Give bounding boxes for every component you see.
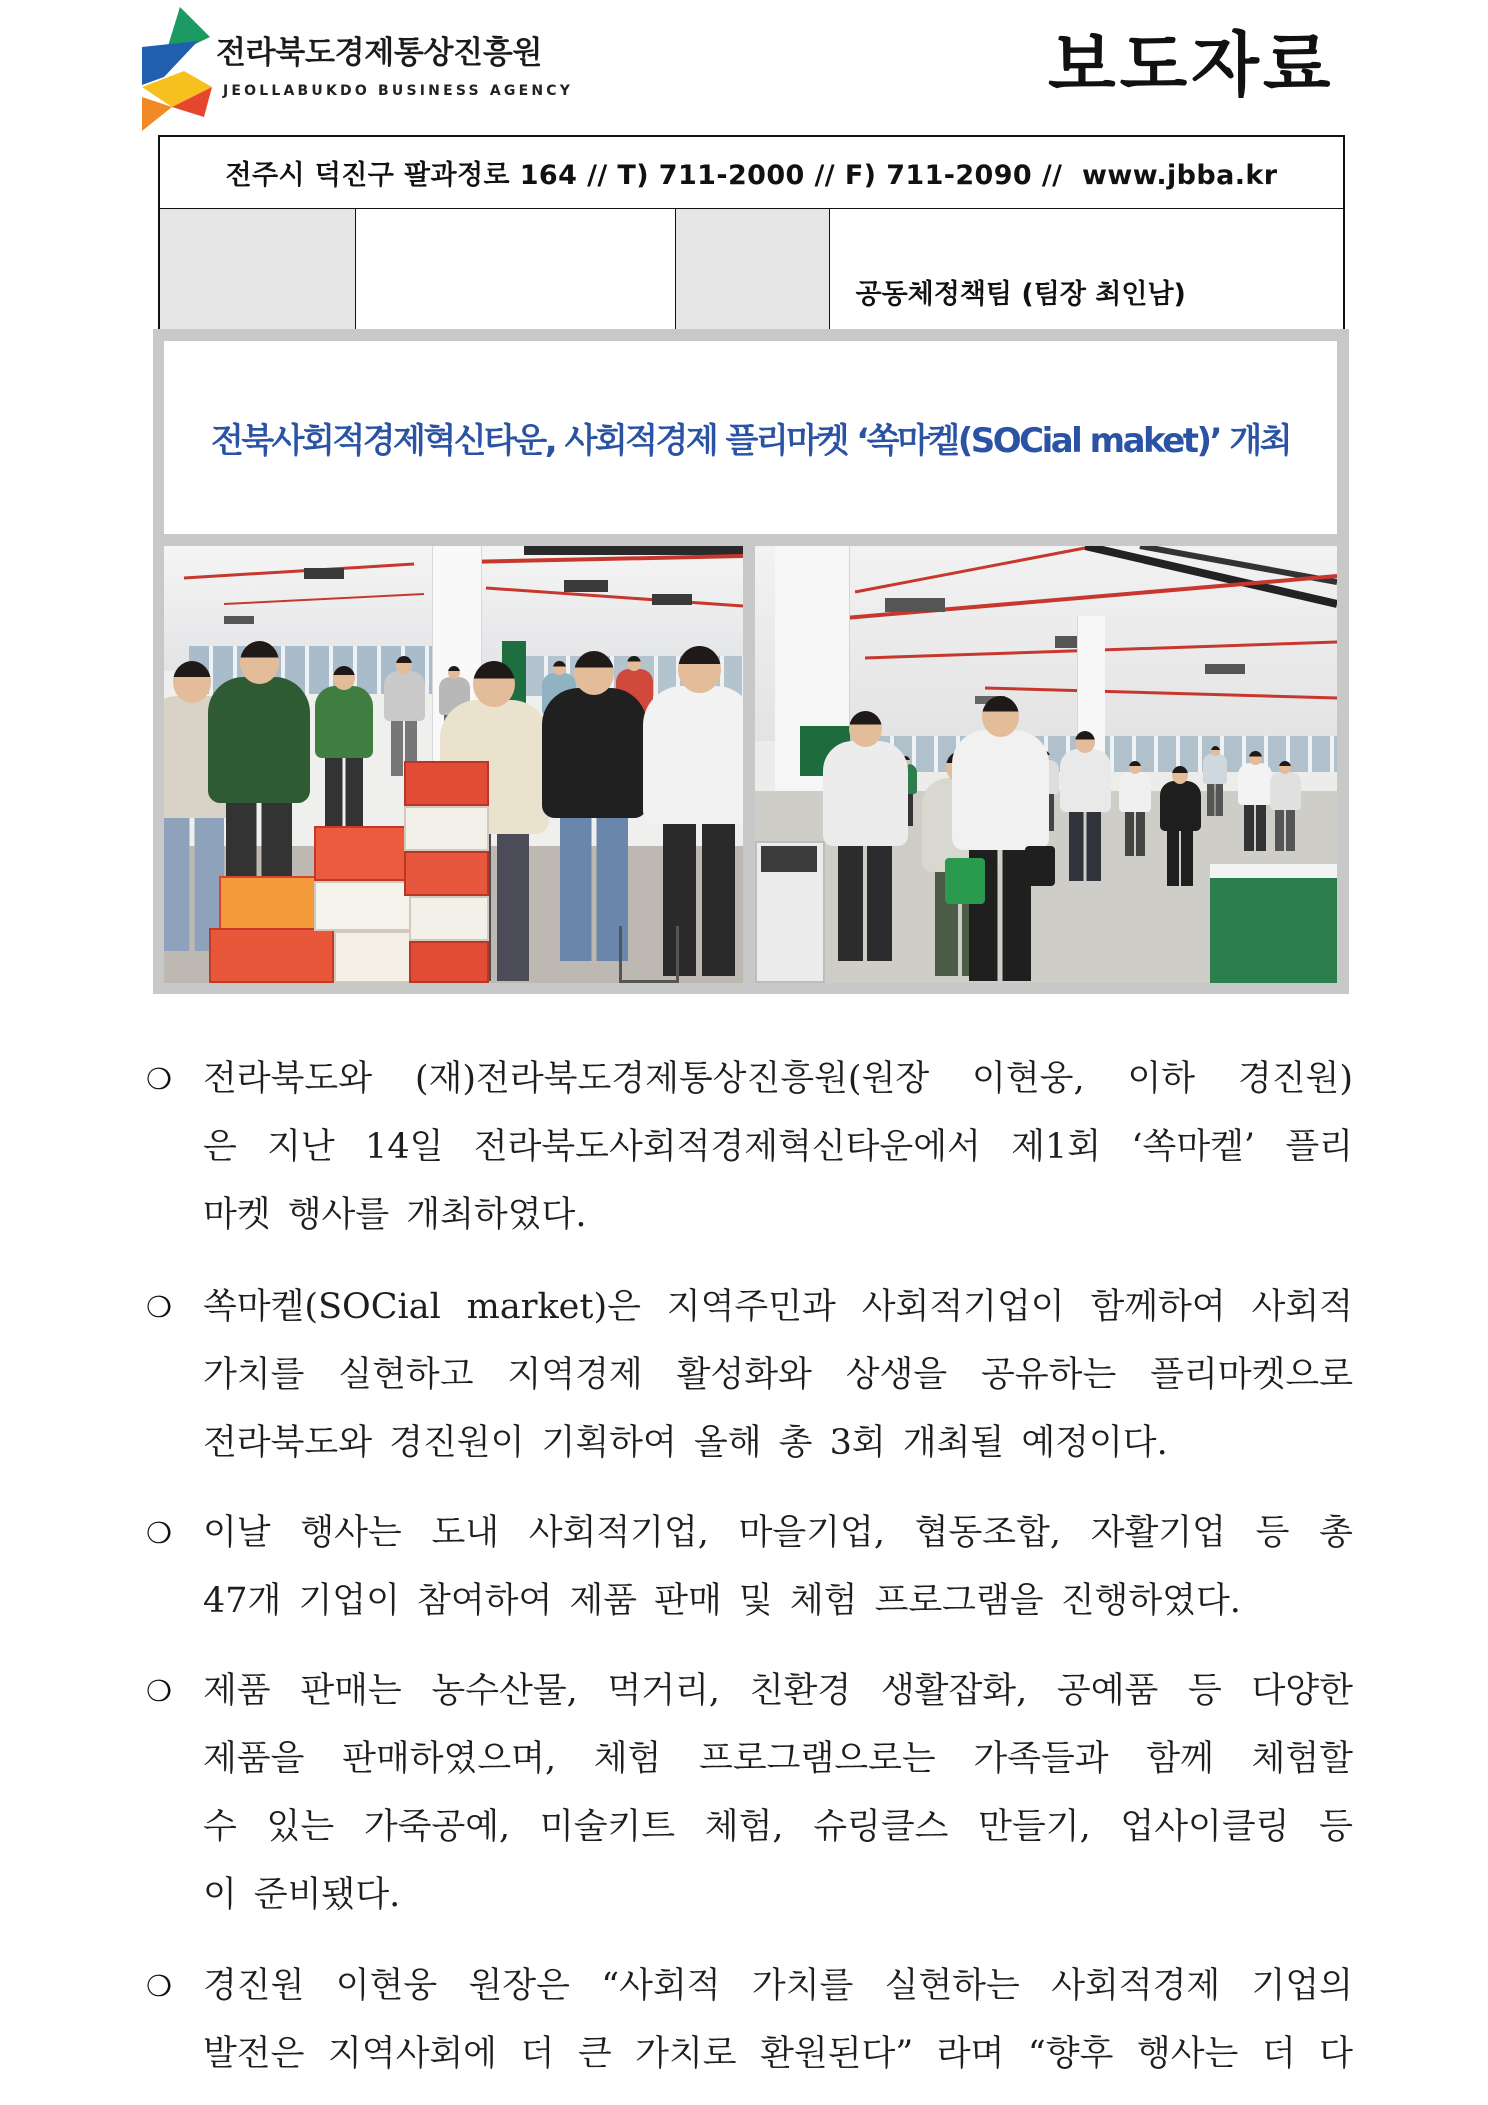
person-legs: [838, 834, 892, 961]
person-head: [1075, 731, 1095, 753]
paragraph: [146, 1499, 1353, 1635]
paragraph-line: 47개 기업이 참여하여 제품 판매 및 체험 프로그램을 진행하였다.: [203, 1581, 1241, 1621]
person-torso: [1160, 781, 1201, 831]
person-legs: [1125, 807, 1145, 856]
paragraph-line: 쏙마켙(SOCial market)은 지역주민과 사회적기업이 함께하여 사회적: [203, 1287, 1353, 1327]
headline-box: [153, 329, 1349, 994]
person-torso: [1270, 772, 1301, 810]
person: [1270, 761, 1301, 851]
fruit-box: [209, 928, 334, 983]
person-head: [240, 641, 279, 684]
person-head: [574, 651, 614, 695]
person-head: [173, 661, 211, 703]
person-legs: [1069, 805, 1102, 881]
headline-area: [164, 341, 1337, 534]
person-head: [678, 646, 721, 693]
person-torso: [384, 671, 425, 721]
person-legs: [1244, 800, 1266, 851]
person: [315, 666, 373, 836]
fruit-box: [409, 941, 489, 983]
paragraph-line: 가치를 실현하고 지역경제 활성화와 상생을 공유하는 플리마켓으로: [203, 1355, 1353, 1395]
person-torso: [542, 688, 647, 818]
fruit-box: [314, 826, 409, 881]
agency-logo-icon: [142, 7, 212, 131]
paragraph-line: 전라북도와 경진원이 기획하여 올해 총 3회 개최될 예정이다.: [203, 1423, 1168, 1463]
paragraph: [146, 1273, 1353, 1477]
bullet-circle: ❍: [146, 1516, 172, 1550]
department-name: 공동체정책팀 (팀장 최인남): [855, 278, 1186, 310]
paragraph-line: 전라북도와 (재)전라북도경제통상진흥원(원장 이현웅, 이하 경진원): [203, 1059, 1353, 1099]
fruit-box: [404, 806, 489, 851]
black-bag: [1025, 846, 1055, 886]
person-head: [396, 656, 412, 674]
person-legs: [1207, 780, 1222, 816]
fruit-box: [314, 881, 414, 931]
person: [542, 651, 647, 961]
address-contact-line: 전주시 덕진구 팔과정로 164 // T) 711-2000 // F) 711-2090 // www.jbba.kr: [159, 136, 1344, 208]
paragraph-line: 발전은 지역사회에 더 큰 가치로 환원된다” 라며 “향후 행사는 더 다: [203, 2034, 1353, 2074]
paragraph: [146, 1952, 1353, 2088]
paragraph-line: 은 지난 14일 전라북도사회적경제혁신타운에서 제1회 ‘쏙마켙’ 플리: [203, 1127, 1353, 1167]
person: [1060, 731, 1111, 881]
person-legs: [325, 749, 362, 836]
person-torso: [208, 677, 310, 803]
org-name: 전라북도경제통상진흥원: [216, 35, 543, 71]
bullet-circle: ❍: [146, 1969, 172, 2003]
person: [823, 711, 908, 961]
person-torso: [1119, 772, 1151, 812]
bullet-circle: ❍: [146, 1290, 172, 1324]
person-head: [982, 696, 1019, 737]
green-shopping-bag: [945, 858, 985, 904]
person: [1203, 746, 1227, 816]
headline: 전북사회적경제혁신타운, 사회적경제 플리마켓 ‘쏙마켙(SOCial maket)’ 개최: [210, 421, 1291, 461]
person-head: [1249, 751, 1262, 765]
paragraph-line: 이날 행사는 도내 사회적기업, 마을기업, 협동조합, 자활기업 등 총: [203, 1513, 1353, 1553]
event-photo-left: [164, 546, 743, 983]
paragraph-line: 이 준비됐다.: [203, 1875, 401, 1915]
fruit-box: [404, 851, 489, 896]
person-head: [849, 711, 882, 747]
person: [1238, 751, 1272, 851]
person-head: [1172, 766, 1188, 784]
person-torso: [1060, 749, 1111, 812]
paragraph-line: 경진원 이현웅 원장은 “사회적 가치를 실현하는 사회적경제 기업의: [203, 1966, 1353, 2006]
green-display-table: [1210, 878, 1337, 983]
paragraph-line: 수 있는 가죽공예, 미술키트 체험, 슈링클스 만들기, 업사이클링 등: [203, 1807, 1353, 1847]
fruit-box: [409, 896, 489, 941]
person-legs: [1167, 825, 1193, 886]
person-torso: [315, 686, 373, 757]
paragraph-line: 제품 판매는 농수산물, 먹거리, 친환경 생활잡화, 공예품 등 다양한: [203, 1671, 1353, 1711]
bullet-circle: ❍: [146, 1674, 172, 1708]
paragraph: [146, 1657, 1353, 1929]
fruit-box: [404, 761, 489, 806]
person-torso: [643, 686, 743, 825]
person-head: [333, 666, 355, 690]
person: [384, 656, 425, 776]
person: [1119, 761, 1151, 856]
paragraph: [146, 1045, 1353, 1249]
contact-row: [159, 136, 1344, 208]
person: [1160, 766, 1201, 886]
person-legs: [560, 803, 627, 961]
paragraph-line: 마켓 행사를 개최하였다.: [203, 1195, 587, 1235]
document-type-title: 보도자료: [1048, 24, 1335, 106]
display-table-top: [1210, 864, 1337, 878]
person-head: [1211, 746, 1220, 756]
person-torso: [823, 741, 908, 846]
event-photo-right: [755, 546, 1337, 983]
person-torso: [1203, 754, 1227, 783]
org-name-english: JEOLLABUKDO BUSINESS AGENCY: [223, 83, 574, 99]
person-head: [473, 661, 515, 707]
person: [952, 696, 1049, 981]
bullet-circle: ❍: [146, 1062, 172, 1096]
shopping-cart: [619, 926, 679, 983]
person-torso: [952, 730, 1049, 850]
paragraph-line: 제품을 판매하였으며, 체험 프로그램으로는 가족들과 함께 체험할: [203, 1739, 1353, 1779]
person-legs: [1275, 805, 1295, 851]
person-torso: [1238, 763, 1272, 805]
